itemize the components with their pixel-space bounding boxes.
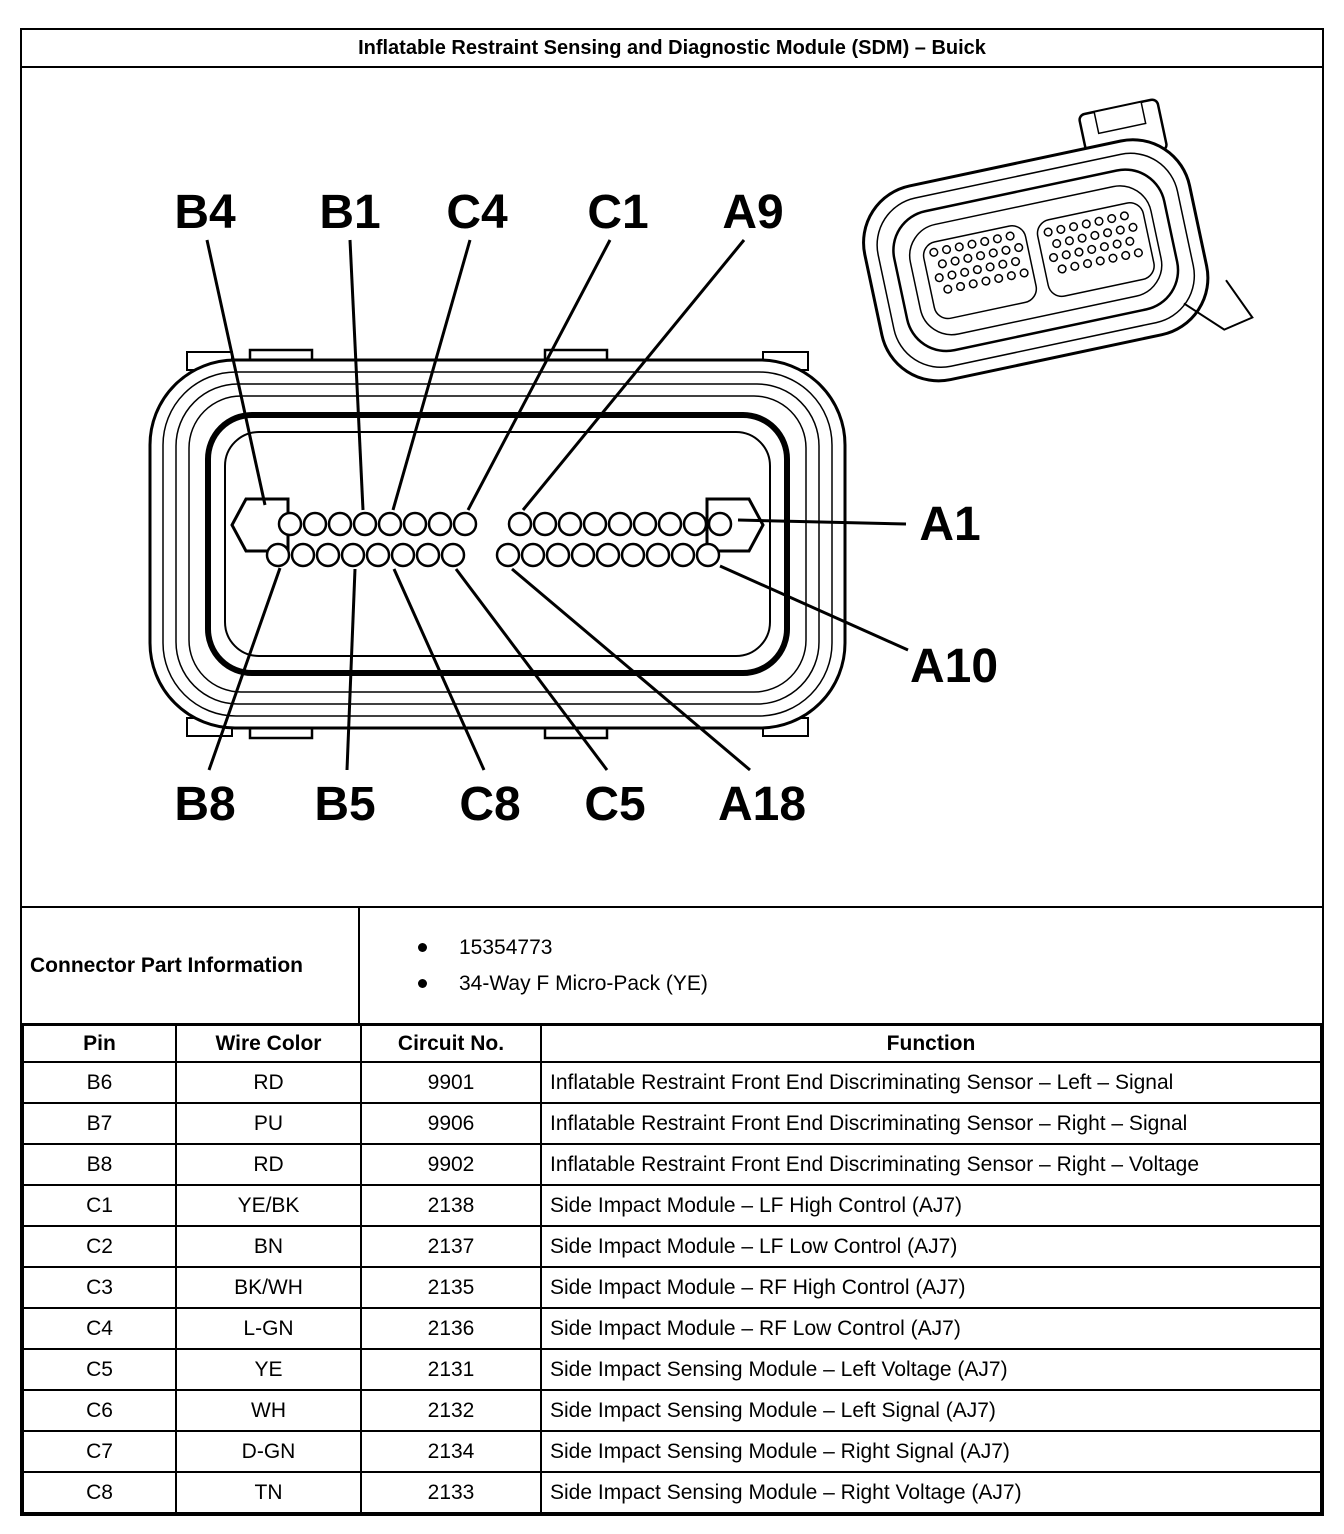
table-row: [23, 1144, 1321, 1185]
pin-cell: C5: [23, 1349, 176, 1390]
pin-dot: [1103, 228, 1112, 237]
pin-label-b4: B4: [174, 186, 236, 239]
pin: [279, 513, 301, 535]
pin-dot: [1070, 262, 1079, 271]
pin-label-b5: B5: [314, 778, 376, 831]
pin-dot: [1100, 242, 1109, 251]
pin-dot: [1056, 225, 1065, 234]
connector-type-item: [418, 972, 1322, 996]
function-cell: Side Impact Sensing Module – Right Voltage (AJ7): [541, 1472, 1321, 1513]
pin-label-c8: C8: [459, 778, 521, 831]
bullet-icon: [418, 979, 427, 988]
pin-dot: [1125, 237, 1134, 246]
pin-cell: B7: [23, 1103, 176, 1144]
circuit-no-cell: 2131: [361, 1349, 541, 1390]
wire-color-cell: RD: [176, 1144, 361, 1185]
circuit-no-cell: 2132: [361, 1390, 541, 1431]
connector-diagram: [22, 68, 1322, 906]
function-cell: Side Impact Module – LF Low Control (AJ7): [541, 1226, 1321, 1267]
pin: [672, 544, 694, 566]
pin: [404, 513, 426, 535]
pin-cell: C4: [23, 1308, 176, 1349]
pin-dot: [980, 237, 989, 246]
circuit-no-cell: 2138: [361, 1185, 541, 1226]
pin-label-a10: A10: [909, 640, 999, 693]
part-info-list: [360, 908, 1322, 1023]
pin-dot: [1014, 243, 1023, 252]
pin-label-c1: C1: [587, 186, 649, 239]
pin-dot: [1062, 250, 1071, 259]
pin-dot: [1065, 236, 1074, 245]
pin-dot: [1044, 228, 1053, 237]
pin-dot: [963, 254, 972, 263]
pin-dot: [993, 234, 1002, 243]
connector-type: 34-Way F Micro-Pack (YE): [459, 971, 708, 995]
pin-label-a18: A18: [717, 778, 807, 831]
pin-dot: [1108, 254, 1117, 263]
circuit-no-cell: 2135: [361, 1267, 541, 1308]
pin: [609, 513, 631, 535]
pin-label-c5: C5: [584, 778, 646, 831]
circuit-no-cell: 2133: [361, 1472, 541, 1513]
pin-dot: [1069, 222, 1078, 231]
pin-cell: C2: [23, 1226, 176, 1267]
pin-dot: [1006, 232, 1015, 241]
pin: [584, 513, 606, 535]
pin: [292, 544, 314, 566]
pin: [659, 513, 681, 535]
pin: [304, 513, 326, 535]
table-row: [23, 1431, 1321, 1472]
table-row: [23, 1472, 1321, 1513]
pin-dot: [938, 259, 947, 268]
pin-dot: [986, 262, 995, 271]
pin-cell: C6: [23, 1390, 176, 1431]
pin-label-b1: B1: [319, 186, 381, 239]
pin: [429, 513, 451, 535]
table-row: [23, 1062, 1321, 1103]
title-bar: [22, 30, 1322, 68]
table-row: [23, 1349, 1321, 1390]
connector-3d-view: [846, 89, 1254, 400]
function-cell: Inflatable Restraint Front End Discriminating Sensor – Left – Signal: [541, 1062, 1321, 1103]
pin-dot: [967, 240, 976, 249]
table-row: [23, 1308, 1321, 1349]
part-info-label: Connector Part Information: [22, 908, 360, 1023]
pin-cell: C8: [23, 1472, 176, 1513]
pin: [647, 544, 669, 566]
pin: [267, 544, 289, 566]
pin-dot: [1116, 226, 1125, 235]
table-row: [23, 1226, 1321, 1267]
pin-dot: [1096, 256, 1105, 265]
part-number-item: [418, 936, 1322, 960]
pin-cell: C3: [23, 1267, 176, 1308]
pin-dot: [960, 268, 969, 277]
function-cell: Side Impact Sensing Module – Left Voltage (AJ7): [541, 1349, 1321, 1390]
pin-table-body: [23, 1062, 1321, 1513]
pin-dot: [955, 242, 964, 251]
diagram-area: [22, 68, 1322, 906]
table-row: [23, 1103, 1321, 1144]
function-cell: Side Impact Module – RF Low Control (AJ7): [541, 1308, 1321, 1349]
wire-color-cell: BK/WH: [176, 1267, 361, 1308]
pin-dot: [1049, 253, 1058, 262]
pin: [597, 544, 619, 566]
function-cell: Inflatable Restraint Front End Discriminating Sensor – Right – Signal: [541, 1103, 1321, 1144]
pin-dot: [1090, 231, 1099, 240]
page-title: Inflatable Restraint Sensing and Diagnostic Module (SDM) – Buick: [358, 36, 986, 59]
pin-label-c4: C4: [446, 186, 508, 239]
pin: [417, 544, 439, 566]
pin-label-b8: B8: [174, 778, 236, 831]
pin: [634, 513, 656, 535]
pin-dot: [1087, 245, 1096, 254]
pin-label-a1: A1: [919, 498, 981, 551]
circuit-no-cell: 2136: [361, 1308, 541, 1349]
circuit-no-cell: 9901: [361, 1062, 541, 1103]
wire-color-cell: RD: [176, 1062, 361, 1103]
pin: [534, 513, 556, 535]
connector-part-info-section: [22, 906, 1322, 1024]
table-row: [23, 1390, 1321, 1431]
pin-dot: [1134, 248, 1143, 257]
pin-label-a9: A9: [722, 186, 784, 239]
pin-dot: [1113, 240, 1122, 249]
pin-dot: [1107, 214, 1116, 223]
wire-color-cell: PU: [176, 1103, 361, 1144]
pin-dot: [947, 271, 956, 280]
pin-dot: [989, 248, 998, 257]
pin: [684, 513, 706, 535]
pin-dot: [1001, 246, 1010, 255]
pin-dot: [929, 248, 938, 257]
pin: [497, 544, 519, 566]
pin-dot: [981, 277, 990, 286]
wire-color-cell: D-GN: [176, 1431, 361, 1472]
pin: [709, 513, 731, 535]
pin: [442, 544, 464, 566]
connector-front-view: [150, 350, 845, 738]
function-cell: Side Impact Module – RF High Control (AJ7): [541, 1267, 1321, 1308]
pin-dot: [935, 273, 944, 282]
wire-color-cell: WH: [176, 1390, 361, 1431]
pin-dot: [942, 245, 951, 254]
pin-cell: C7: [23, 1431, 176, 1472]
col-header-pin: Pin: [23, 1025, 176, 1062]
pin-dot: [1082, 219, 1091, 228]
pin: [509, 513, 531, 535]
wire-color-cell: L-GN: [176, 1308, 361, 1349]
pin-dot: [1020, 268, 1029, 277]
pin-dot: [973, 265, 982, 274]
pin-dot: [994, 274, 1003, 283]
wire-color-cell: YE: [176, 1349, 361, 1390]
pin-dot: [951, 257, 960, 266]
table-row: [23, 1267, 1321, 1308]
pin-dot: [976, 251, 985, 260]
pin-cell: B8: [23, 1144, 176, 1185]
pin-table: [22, 1024, 1322, 1514]
col-header-wire-color: Wire Color: [176, 1025, 361, 1062]
pin-dot: [1121, 251, 1130, 260]
pin-dot: [956, 282, 965, 291]
pin-dot: [1094, 217, 1103, 226]
function-cell: Inflatable Restraint Front End Discriminating Sensor – Right – Voltage: [541, 1144, 1321, 1185]
pin: [559, 513, 581, 535]
pin-dot: [1120, 211, 1129, 220]
wire-color-cell: TN: [176, 1472, 361, 1513]
pin: [547, 544, 569, 566]
pin-dot: [1052, 239, 1061, 248]
pin: [392, 544, 414, 566]
wire-color-cell: BN: [176, 1226, 361, 1267]
col-header-circuit-no: Circuit No.: [361, 1025, 541, 1062]
circuit-no-cell: 9902: [361, 1144, 541, 1185]
part-number: 15354773: [459, 935, 553, 959]
pin-cell: C1: [23, 1185, 176, 1226]
pin: [572, 544, 594, 566]
pin-dot: [1078, 234, 1087, 243]
bullet-icon: [418, 943, 427, 952]
pin-dot: [1083, 259, 1092, 268]
3d-body-outline: [853, 129, 1219, 392]
table-row: [23, 1185, 1321, 1226]
pin: [367, 544, 389, 566]
pin: [697, 544, 719, 566]
pin: [622, 544, 644, 566]
col-header-function: Function: [541, 1025, 1321, 1062]
pin: [354, 513, 376, 535]
pin-cell: B6: [23, 1062, 176, 1103]
circuit-no-cell: 2137: [361, 1226, 541, 1267]
pin-dot: [943, 285, 952, 294]
pin: [379, 513, 401, 535]
pin: [522, 544, 544, 566]
pin: [317, 544, 339, 566]
function-cell: Side Impact Sensing Module – Right Signal (AJ7): [541, 1431, 1321, 1472]
pin-dot: [1058, 264, 1067, 273]
circuit-no-cell: 9906: [361, 1103, 541, 1144]
pin: [454, 513, 476, 535]
wire-color-cell: YE/BK: [176, 1185, 361, 1226]
circuit-no-cell: 2134: [361, 1431, 541, 1472]
pin-dot: [1011, 257, 1020, 266]
pin-dot: [1007, 271, 1016, 280]
pin-dot: [1074, 248, 1083, 257]
pin: [342, 544, 364, 566]
pin-dot: [1128, 223, 1137, 232]
document-page: [20, 28, 1324, 1516]
pin-dot: [969, 279, 978, 288]
pin: [329, 513, 351, 535]
pin-table-header-row: [23, 1025, 1321, 1062]
function-cell: Side Impact Sensing Module – Left Signal (AJ7): [541, 1390, 1321, 1431]
function-cell: Side Impact Module – LF High Control (AJ7): [541, 1185, 1321, 1226]
pin-dot: [998, 260, 1007, 269]
